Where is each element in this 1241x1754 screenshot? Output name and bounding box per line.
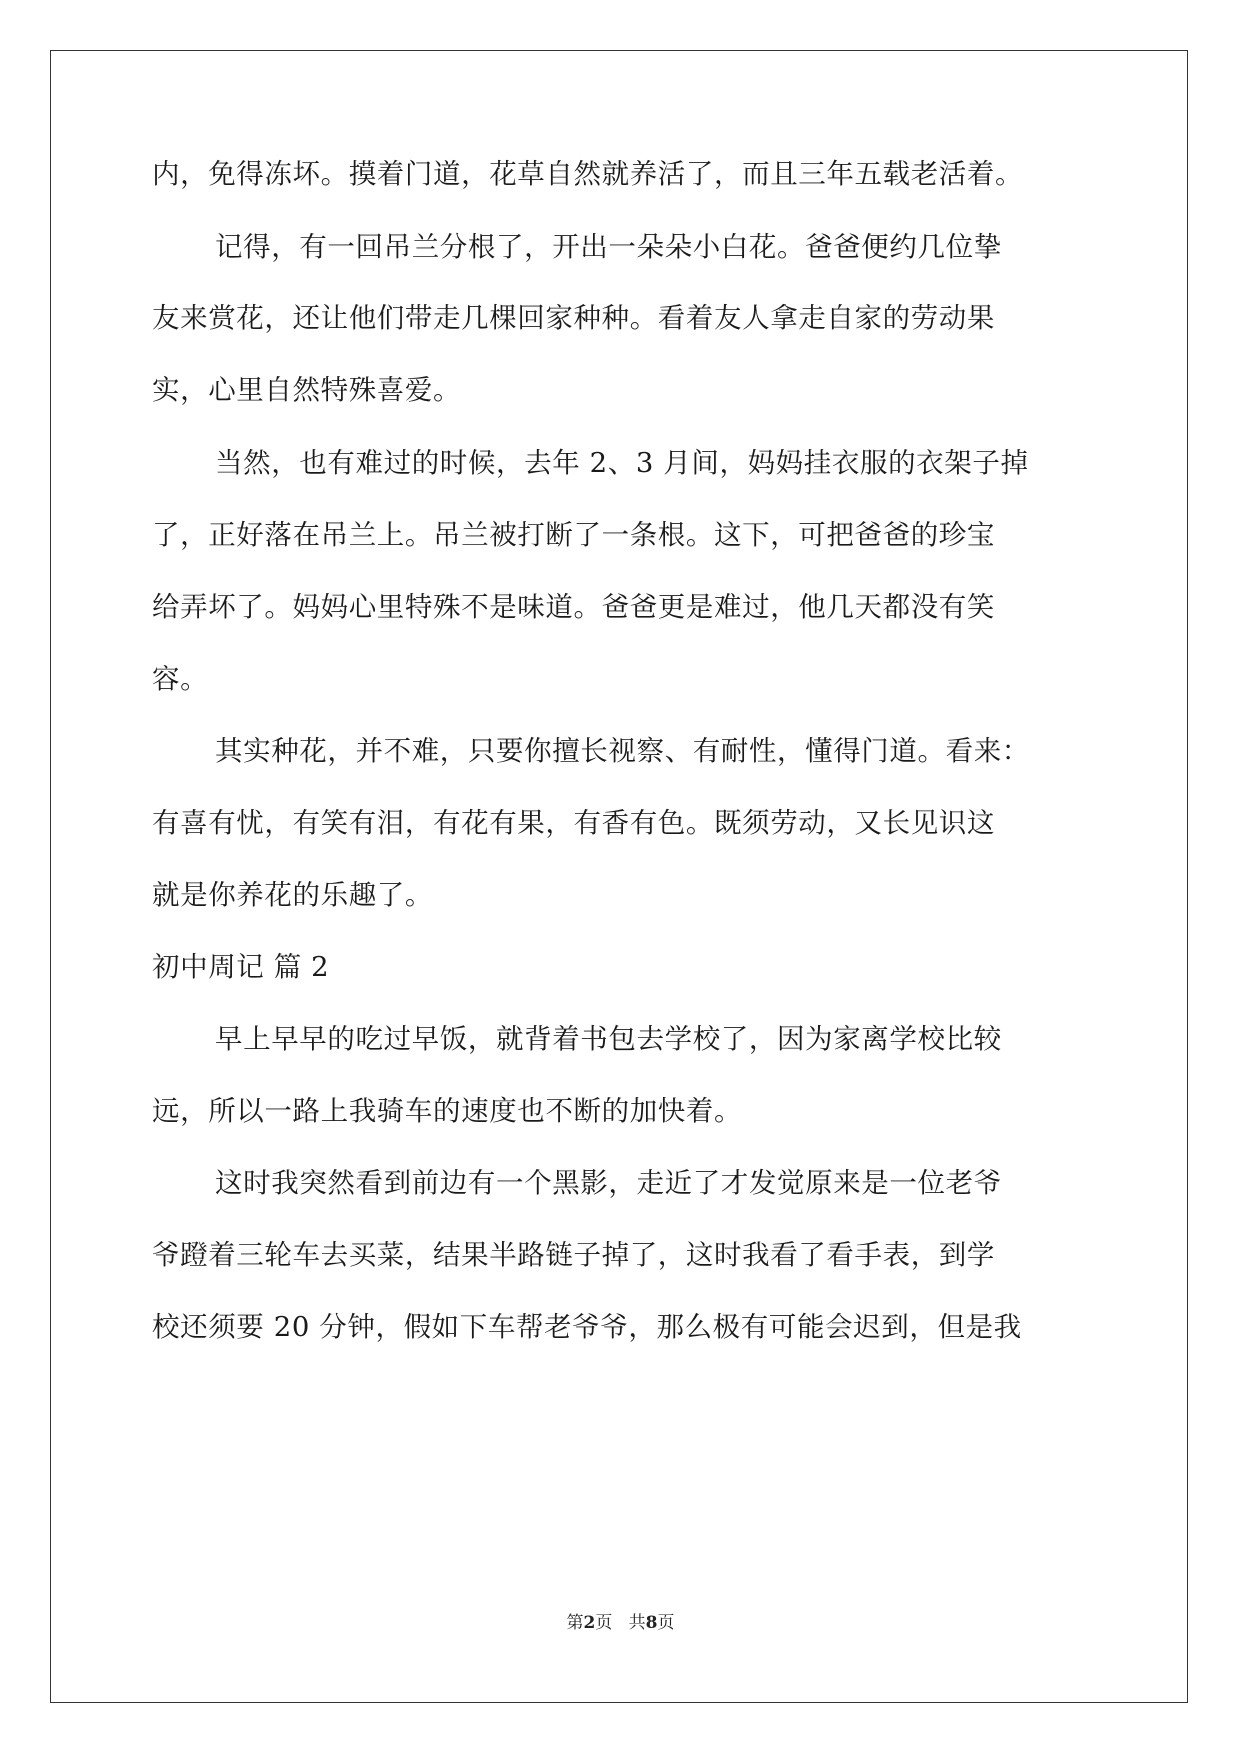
text-line: 就是你养花的乐趣了。 — [152, 879, 433, 911]
text-line: 友来赏花，还让他们带走几棵回家种种。看着友人拿走自家的劳动果 — [152, 302, 995, 334]
paragraph-first-line: 其实种花，并不难，只要你擅长视察、有耐性，懂得门道。看来： — [215, 735, 1030, 767]
footer-prefix: 第 — [566, 1613, 584, 1633]
paragraph-first-line: 这时我突然看到前边有一个黑影，走近了才发觉原来是一位老爷 — [215, 1167, 1002, 1199]
text-line: 实，心里自然特殊喜爱。 — [152, 374, 462, 406]
paragraph-first-line: 早上早早的吃过早饭，就背着书包去学校了，因为家离学校比较 — [215, 1023, 1002, 1055]
text-line: 有喜有忧，有笑有泪，有花有果，有香有色。既须劳动，又长见识这 — [152, 807, 995, 839]
text-line: 给弄坏了。妈妈心里特殊不是味道。爸爸更是难过，他几天都没有笑 — [152, 591, 995, 623]
total-page-number: 8 — [645, 1613, 658, 1633]
text-line: 校还须要 20 分钟，假如下车帮老爷爷，那么极有可能会迟到，但是我 — [152, 1311, 1022, 1343]
text-line: 远，所以一路上我骑车的速度也不断的加快着。 — [152, 1095, 743, 1127]
paragraph-first-line: 记得，有一回吊兰分根了，开出一朵朵小白花。爸爸便约几位挚 — [215, 231, 1002, 263]
paragraph-first-line: 当然，也有难过的时候，去年 2、3 月间，妈妈挂衣服的衣架子掉 — [215, 447, 1029, 479]
footer-middle: 页 共 — [595, 1613, 646, 1633]
footer-suffix: 页 — [657, 1613, 675, 1633]
text-line: 爷蹬着三轮车去买菜，结果半路链子掉了，这时我看了看手表，到学 — [152, 1239, 995, 1271]
section-heading: 初中周记 篇 2 — [152, 951, 330, 983]
text-line: 内，免得冻坏。摸着门道，花草自然就养活了，而且三年五载老活着。 — [152, 158, 1024, 190]
current-page-number: 2 — [583, 1613, 596, 1633]
text-line: 了，正好落在吊兰上。吊兰被打断了一条根。这下，可把爸爸的珍宝 — [152, 519, 995, 551]
page-footer — [0, 1611, 1241, 1635]
text-line: 容。 — [152, 663, 209, 695]
